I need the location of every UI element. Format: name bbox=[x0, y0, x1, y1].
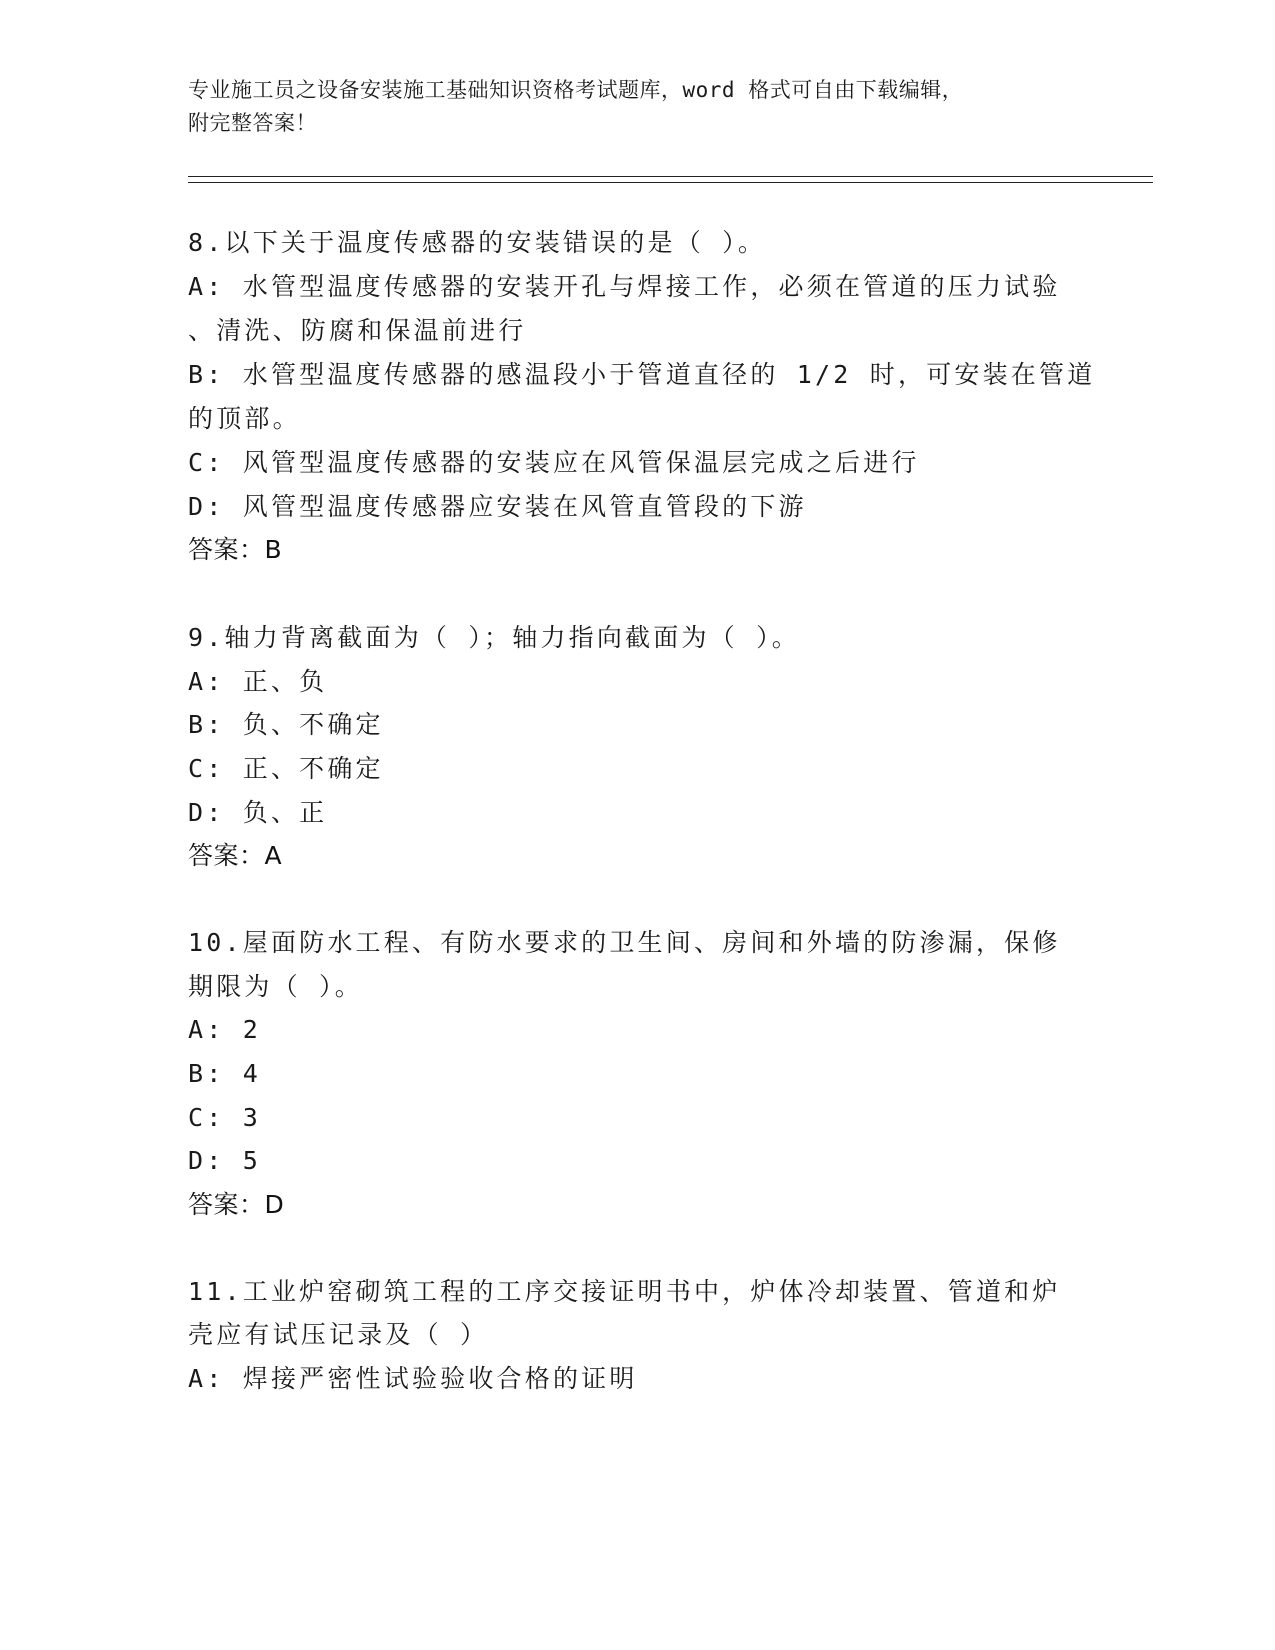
document-header bbox=[188, 74, 1088, 140]
question-9-answer: 答案：A bbox=[188, 841, 283, 870]
header-line-2: 附完整答案！ bbox=[188, 111, 317, 135]
header-divider-top bbox=[188, 176, 1153, 177]
question-11-option-a: A: 焊接严密性试验验收合格的证明 bbox=[188, 1364, 638, 1393]
header-divider-bottom bbox=[188, 182, 1153, 183]
question-9-option-c: C: 正、不确定 bbox=[188, 754, 384, 783]
question-10-stem-cont: 期限为（ ）。 bbox=[188, 972, 363, 1001]
question-8-option-d: D: 风管型温度传感器应安装在风管直管段的下游 bbox=[188, 492, 807, 521]
question-8-option-c: C: 风管型温度传感器的安装应在风管保温层完成之后进行 bbox=[188, 448, 920, 477]
question-8-stem: 8.以下关于温度传感器的安装错误的是（ ）。 bbox=[188, 228, 767, 257]
question-10-option-a: A: 2 bbox=[188, 1015, 262, 1044]
question-9-option-b: B: 负、不确定 bbox=[188, 710, 384, 739]
question-10-option-d: D: 5 bbox=[188, 1146, 262, 1175]
question-8-option-a-cont: 、清洗、防腐和保温前进行 bbox=[188, 316, 527, 345]
question-9-stem: 9.轴力背离截面为（ ）；轴力指向截面为（ ）。 bbox=[188, 623, 801, 652]
question-11-stem-cont: 壳应有试压记录及（ ） bbox=[188, 1320, 489, 1349]
question-9-option-d: D: 负、正 bbox=[188, 798, 328, 827]
question-8-option-a: A: 水管型温度传感器的安装开孔与焊接工作，必须在管道的压力试验 bbox=[188, 272, 1061, 301]
question-8-answer: 答案：B bbox=[188, 535, 283, 564]
question-8-option-b-cont: 的顶部。 bbox=[188, 404, 301, 433]
question-10-stem: 10.屋面防水工程、有防水要求的卫生间、房间和外墙的防渗漏，保修 bbox=[188, 928, 1061, 957]
header-line-1: 专业施工员之设备安装施工基础知识资格考试题库，word 格式可自由下载编辑， bbox=[188, 78, 964, 102]
question-10-option-c: C: 3 bbox=[188, 1103, 262, 1132]
question-10-option-b: B: 4 bbox=[188, 1059, 262, 1088]
question-10-answer: 答案：D bbox=[188, 1190, 285, 1219]
question-8-option-b: B: 水管型温度传感器的感温段小于管道直径的 1/2 时，可安装在管道 bbox=[188, 360, 1096, 389]
question-9-option-a: A: 正、负 bbox=[188, 667, 328, 696]
question-11-stem: 11.工业炉窑砌筑工程的工序交接证明书中，炉体冷却装置、管道和炉 bbox=[188, 1277, 1061, 1306]
